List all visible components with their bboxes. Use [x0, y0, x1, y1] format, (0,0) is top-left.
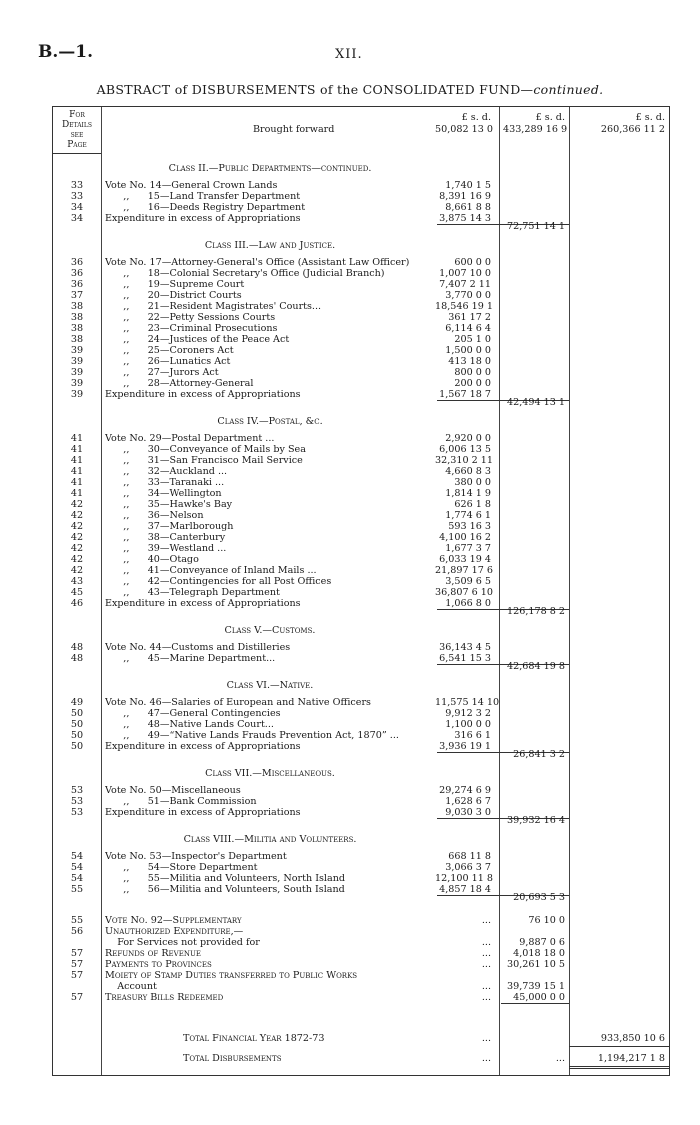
table-row	[53, 796, 669, 807]
subtotal-row	[53, 749, 669, 760]
table-row	[53, 257, 669, 268]
table-row	[53, 915, 669, 926]
amount: 380 0 0	[454, 477, 491, 488]
table-row	[53, 587, 669, 598]
amount: 260,366 11 2	[600, 124, 665, 135]
page-ref: 50	[70, 719, 84, 730]
item-description: ,, 23—Criminal Prosecutions	[105, 323, 278, 334]
amount: ...	[555, 1053, 565, 1064]
total-disbursements-label: Total Disbursements	[183, 1053, 282, 1064]
table-row	[53, 312, 669, 323]
amount: 30,261 10 5	[507, 959, 565, 970]
item-description: ,, 45—Marine Department...	[105, 653, 276, 664]
amount: 6,033 19 4	[439, 554, 491, 565]
table-row	[53, 499, 669, 510]
amount: 9,912 3 2	[445, 708, 491, 719]
table-row	[53, 565, 669, 576]
table-row	[53, 202, 669, 213]
amount: 4,660 8 3	[445, 466, 491, 477]
subtotal-row	[53, 397, 669, 408]
page-ref: 54	[70, 862, 84, 873]
amount: ...	[481, 915, 491, 926]
subtotal-amount: 42,684 19 8	[507, 661, 565, 672]
item-description: ,, 56—Militia and Volunteers, South Island	[105, 884, 345, 895]
table-row	[53, 378, 669, 389]
page-ref: 34	[70, 213, 84, 224]
item-description: Vote No. 50—Miscellaneous	[105, 785, 241, 796]
amount: 18,546 19 1	[435, 301, 493, 312]
item-description: Vote No. 29—Postal Department ...	[105, 433, 275, 444]
table-row	[53, 719, 669, 730]
amount: 12,100 11 8	[435, 873, 493, 884]
table-row	[53, 455, 669, 466]
table-row	[53, 268, 669, 279]
page-ref: 34	[70, 202, 84, 213]
class-title: Class V.—Customs.	[224, 625, 316, 636]
page-ref: 41	[70, 466, 84, 477]
page-ref: 57	[70, 992, 84, 1003]
page-ref: 50	[70, 730, 84, 741]
amount: 1,100 0 0	[445, 719, 491, 730]
amount: 6,541 15 3	[439, 653, 491, 664]
table-row	[53, 521, 669, 532]
item-description: Refunds of Revenue	[105, 948, 201, 959]
page-ref: 38	[70, 323, 84, 334]
subtotal-amount: 126,178 8 2	[507, 606, 565, 617]
title-continued: continued.	[533, 82, 604, 97]
page-ref: 57	[70, 970, 84, 981]
table-row	[53, 543, 669, 554]
page-ref: 36	[70, 279, 84, 290]
page-ref: 39	[70, 356, 84, 367]
table-row	[53, 345, 669, 356]
item-description: Expenditure in excess of Appropriations	[105, 213, 301, 224]
amount: 3,509 6 5	[445, 576, 491, 587]
amount: 50,082 13 0	[435, 124, 493, 135]
item-description: Moiety of Stamp Duties transferred to Public Works	[105, 970, 358, 981]
class-heading	[53, 163, 669, 174]
currency-heading: £ s. d.	[461, 112, 491, 123]
page-ref: 54	[70, 873, 84, 884]
subtotal-amount: 26,841 3 2	[513, 749, 565, 760]
heading-see: see	[70, 130, 84, 140]
item-description: Vote No. 14—General Crown Lands	[105, 180, 278, 191]
page-ref: 42	[70, 554, 84, 565]
item-description: ,, 39—Westland ...	[105, 543, 227, 554]
item-description: Expenditure in excess of Appropriations	[105, 741, 301, 752]
item-description: Treasury Bills Redeemed	[105, 992, 224, 1003]
total-financial-label: Total Financial Year 1872-73	[183, 1033, 325, 1044]
table-row	[53, 279, 669, 290]
item-description: ,, 27—Jurors Act	[105, 367, 219, 378]
table-row	[53, 180, 669, 191]
page-ref: 49	[70, 697, 84, 708]
page-ref: 50	[70, 708, 84, 719]
item-description: ,, 35—Hawke's Bay	[105, 499, 233, 510]
page-ref: 41	[70, 477, 84, 488]
amount: 9,887 0 6	[519, 937, 565, 948]
amount: 1,814 1 9	[445, 488, 491, 499]
page-ref: 39	[70, 389, 84, 400]
subtotal-row	[53, 815, 669, 826]
table-row	[53, 851, 669, 862]
page-ref: 45	[70, 587, 84, 598]
class-title: Class VIII.—Militia and Volunteers.	[183, 834, 357, 845]
item-description: ,, 49—“Native Lands Frauds Prevention Act, 1870” ...	[105, 730, 399, 741]
amount: ...	[481, 1033, 491, 1044]
amount: 1,500 0 0	[445, 345, 491, 356]
item-description: ,, 19—Supreme Court	[105, 279, 245, 290]
page-ref: 41	[70, 455, 84, 466]
heading-page: Page	[67, 140, 87, 150]
item-description: ,, 21—Resident Magistrates' Courts...	[105, 301, 322, 312]
total-disbursements-amount: 1,194,217 1 8	[597, 1053, 665, 1064]
table-row	[53, 785, 669, 796]
class-heading	[53, 240, 669, 251]
amount: 800 0 0	[454, 367, 491, 378]
class-title: Class VI.—Native.	[226, 680, 314, 691]
table-row	[53, 730, 669, 741]
page-ref: 55	[70, 884, 84, 895]
item-description: ,, 31—San Francisco Mail Service	[105, 455, 303, 466]
amount: 21,897 17 6	[435, 565, 493, 576]
class-heading	[53, 834, 669, 845]
page-ref: 55	[70, 915, 84, 926]
total-financial-amount: 933,850 10 6	[600, 1033, 665, 1044]
table-row	[53, 477, 669, 488]
item-description: ,, 16—Deeds Registry Department	[105, 202, 306, 213]
amount: 6,006 13 5	[439, 444, 491, 455]
amount: 2,920 0 0	[445, 433, 491, 444]
currency-heading: £ s. d.	[535, 112, 565, 123]
amount: 433,289 16 9	[503, 124, 568, 135]
amount: 36,143 4 5	[439, 642, 491, 653]
class-heading	[53, 680, 669, 691]
amount: 593 16 3	[448, 521, 491, 532]
table-row	[53, 466, 669, 477]
page-ref: 39	[70, 345, 84, 356]
amount: 6,114 6 4	[445, 323, 491, 334]
table-row	[53, 356, 669, 367]
table-row	[53, 959, 669, 970]
item-description: ,, 55—Militia and Volunteers, North Island	[105, 873, 346, 884]
page-ref: 54	[70, 851, 84, 862]
page-ref: 53	[70, 796, 84, 807]
item-description: ,, 20—District Courts	[105, 290, 242, 301]
page-ref: 36	[70, 268, 84, 279]
amount: 36,807 6 10	[435, 587, 493, 598]
item-description: Vote No. 17—Attorney-General's Office (Assistant Law Officer)	[105, 257, 410, 268]
amount: 1,066 8 0	[445, 598, 491, 609]
page-ref: 57	[70, 948, 84, 959]
brought-forward-row	[53, 124, 669, 135]
amount: 45,000 0 0	[513, 992, 565, 1003]
page-ref: 41	[70, 433, 84, 444]
table-row	[53, 576, 669, 587]
class-title: Class II.—Public Departments—continued.	[168, 163, 372, 174]
page-ref: 42	[70, 510, 84, 521]
page-ref: 56	[70, 926, 84, 937]
item-description: ,, 28—Attorney-General	[105, 378, 254, 389]
currency-heading: £ s. d.	[635, 112, 665, 123]
amount: 11,575 14 10	[435, 697, 500, 708]
page-ref: 37	[70, 290, 84, 301]
table-row	[53, 301, 669, 312]
item-description: Expenditure in excess of Appropriations	[105, 807, 301, 818]
item-description: ,, 40—Otago	[105, 554, 199, 565]
item-description: ,, 33—Taranaki ...	[105, 477, 225, 488]
page-ref: 42	[70, 543, 84, 554]
item-description: ,, 51—Bank Commission	[105, 796, 257, 807]
amount: 205 1 0	[454, 334, 491, 345]
table-row	[53, 981, 669, 992]
page-ref: 50	[70, 741, 84, 752]
page-ref: 41	[70, 488, 84, 499]
amount: 7,407 2 11	[439, 279, 491, 290]
amount: 1,774 6 1	[445, 510, 491, 521]
class-heading	[53, 768, 669, 779]
item-description: For Services not provided for	[105, 937, 260, 948]
item-description: ,, 36—Nelson	[105, 510, 204, 521]
page-ref: 38	[70, 312, 84, 323]
item-description: Unauthorized Expenditure,—	[105, 926, 244, 937]
amount: 1,628 6 7	[445, 796, 491, 807]
subtotal-amount: 42,494 13 1	[507, 397, 565, 408]
table-row	[53, 488, 669, 499]
amount: 1,740 1 5	[445, 180, 491, 191]
table-row	[53, 334, 669, 345]
amount: ...	[481, 1053, 491, 1064]
page-ref: 33	[70, 180, 84, 191]
page-ref: 53	[70, 785, 84, 796]
amount: 9,030 3 0	[445, 807, 491, 818]
amount: ...	[481, 948, 491, 959]
table-row	[53, 367, 669, 378]
class-title: Class III.—Law and Justice.	[204, 240, 336, 251]
item-description: ,, 41—Conveyance of Inland Mails ...	[105, 565, 317, 576]
amount: 39,739 15 1	[507, 981, 565, 992]
table-row	[53, 708, 669, 719]
total-disbursements-row	[53, 1053, 669, 1064]
amount: 4,857 18 4	[439, 884, 491, 895]
table-row	[53, 970, 669, 981]
page-reference: B.—1.	[38, 42, 94, 62]
table-row	[53, 532, 669, 543]
amount: 76 10 0	[528, 915, 565, 926]
amount: 1,007 10 0	[439, 268, 491, 279]
amount: ...	[481, 959, 491, 970]
amount: ...	[481, 992, 491, 1003]
table-row	[53, 433, 669, 444]
subtotal-amount: 72,751 14 1	[507, 221, 565, 232]
page-ref: 43	[70, 576, 84, 587]
item-description: Vote No. 44—Customs and Distilleries	[105, 642, 291, 653]
page-number: XII.	[335, 47, 363, 62]
page-ref: 48	[70, 642, 84, 653]
item-description: ,, 18—Colonial Secretary's Office (Judicial Branch)	[105, 268, 385, 279]
item-description: Account	[105, 981, 157, 992]
table-row	[53, 323, 669, 334]
page-ref: 39	[70, 378, 84, 389]
item-description: ,, 15—Land Transfer Department	[105, 191, 301, 202]
table-row	[53, 873, 669, 884]
page-ref: 42	[70, 532, 84, 543]
amount: 316 6 1	[454, 730, 491, 741]
item-description: ,, 47—General Contingencies	[105, 708, 281, 719]
item-description: ,, 34—Wellington	[105, 488, 222, 499]
page-ref: 53	[70, 807, 84, 818]
item-description: ,, 30—Conveyance of Mails by Sea	[105, 444, 306, 455]
table-row	[53, 444, 669, 455]
item-description: ,, 22—Petty Sessions Courts	[105, 312, 276, 323]
item-description: ,, 43—Telegraph Department	[105, 587, 280, 598]
page-title	[0, 82, 700, 97]
amount: 32,310 2 11	[435, 455, 493, 466]
subtotal-row	[53, 892, 669, 903]
subtotal-row	[53, 221, 669, 232]
amount: 29,274 6 9	[439, 785, 491, 796]
subtotal-row	[53, 606, 669, 617]
amount: 1,677 3 7	[445, 543, 491, 554]
amount: 668 11 8	[448, 851, 491, 862]
item-description: ,, 25—Coroners Act	[105, 345, 234, 356]
amount: 600 0 0	[454, 257, 491, 268]
amount: 3,770 0 0	[445, 290, 491, 301]
amount: 3,066 3 7	[445, 862, 491, 873]
amount: 4,018 18 0	[513, 948, 565, 959]
total-financial-year-row	[53, 1033, 669, 1044]
item-description: Expenditure in excess of Appropriations	[105, 598, 301, 609]
amount: 413 18 0	[448, 356, 491, 367]
class-heading	[53, 416, 669, 427]
table-row	[53, 290, 669, 301]
subtotal-row	[53, 661, 669, 672]
page-ref: 42	[70, 521, 84, 532]
item-description: Vote No. 92—Supplementary	[105, 915, 242, 926]
amount: ...	[481, 981, 491, 992]
amount: 8,391 16 9	[439, 191, 491, 202]
amount: ...	[481, 937, 491, 948]
table-row	[53, 554, 669, 565]
table-row	[53, 510, 669, 521]
disbursements-table	[52, 106, 670, 1076]
item-description: ,, 48—Native Lands Court...	[105, 719, 274, 730]
page-ref: 41	[70, 444, 84, 455]
page-ref: 42	[70, 565, 84, 576]
total-double-rule	[569, 1068, 669, 1069]
table-row	[53, 642, 669, 653]
total-rule	[569, 1046, 669, 1047]
table-row	[53, 926, 669, 937]
table-row	[53, 697, 669, 708]
subtotal-amount: 39,932 16 4	[507, 815, 565, 826]
amount: 626 1 8	[454, 499, 491, 510]
subtotal-rule	[501, 1003, 569, 1004]
amount: 3,875 14 3	[439, 213, 491, 224]
item-description: Vote No. 46—Salaries of European and Native Officers	[105, 697, 371, 708]
title-main: ABSTRACT of DISBURSEMENTS of the CONSOLIDATED FUND—	[96, 82, 534, 97]
page-ref: 36	[70, 257, 84, 268]
total-double-rule	[569, 1066, 669, 1067]
subtotal-amount: 20,693 5 3	[513, 892, 565, 903]
item-description: ,, 38—Canterbury	[105, 532, 226, 543]
page-ref: 42	[70, 499, 84, 510]
heading-for: For	[69, 110, 85, 120]
item-description: ,, 32—Auckland ...	[105, 466, 228, 477]
item-description: ,, 24—Justices of the Peace Act	[105, 334, 290, 345]
amount: 8,661 8 8	[445, 202, 491, 213]
table-row	[53, 862, 669, 873]
item-description: ,, 42—Contingencies for all Post Offices	[105, 576, 332, 587]
table-row	[53, 992, 669, 1003]
page-ref: 33	[70, 191, 84, 202]
page-ref: 48	[70, 653, 84, 664]
page-ref: 57	[70, 959, 84, 970]
item-description: ,, 37—Marlborough	[105, 521, 234, 532]
page-ref: 38	[70, 301, 84, 312]
amount: 3,936 19 1	[439, 741, 491, 752]
table-row	[53, 937, 669, 948]
page-ref: 39	[70, 367, 84, 378]
brought-forward-label: Brought forward	[253, 124, 335, 135]
amount: 361 17 2	[448, 312, 491, 323]
item-description: Expenditure in excess of Appropriations	[105, 389, 301, 400]
amount: 4,100 16 2	[439, 532, 491, 543]
page-ref: 38	[70, 334, 84, 345]
class-title: Class VII.—Miscellaneous.	[205, 768, 335, 779]
class-heading	[53, 625, 669, 636]
item-description: Payments to Provinces	[105, 959, 212, 970]
item-description: Vote No. 53—Inspector's Department	[105, 851, 287, 862]
amount: 1,567 18 7	[439, 389, 491, 400]
heading-rule	[53, 153, 101, 154]
heading-details: Details	[61, 120, 93, 130]
class-title: Class IV.—Postal, &c.	[217, 416, 323, 427]
item-description: ,, 26—Lunatics Act	[105, 356, 231, 367]
table-row	[53, 191, 669, 202]
table-row	[53, 948, 669, 959]
item-description: ,, 54—Store Department	[105, 862, 258, 873]
page-ref: 46	[70, 598, 84, 609]
amount: 200 0 0	[454, 378, 491, 389]
